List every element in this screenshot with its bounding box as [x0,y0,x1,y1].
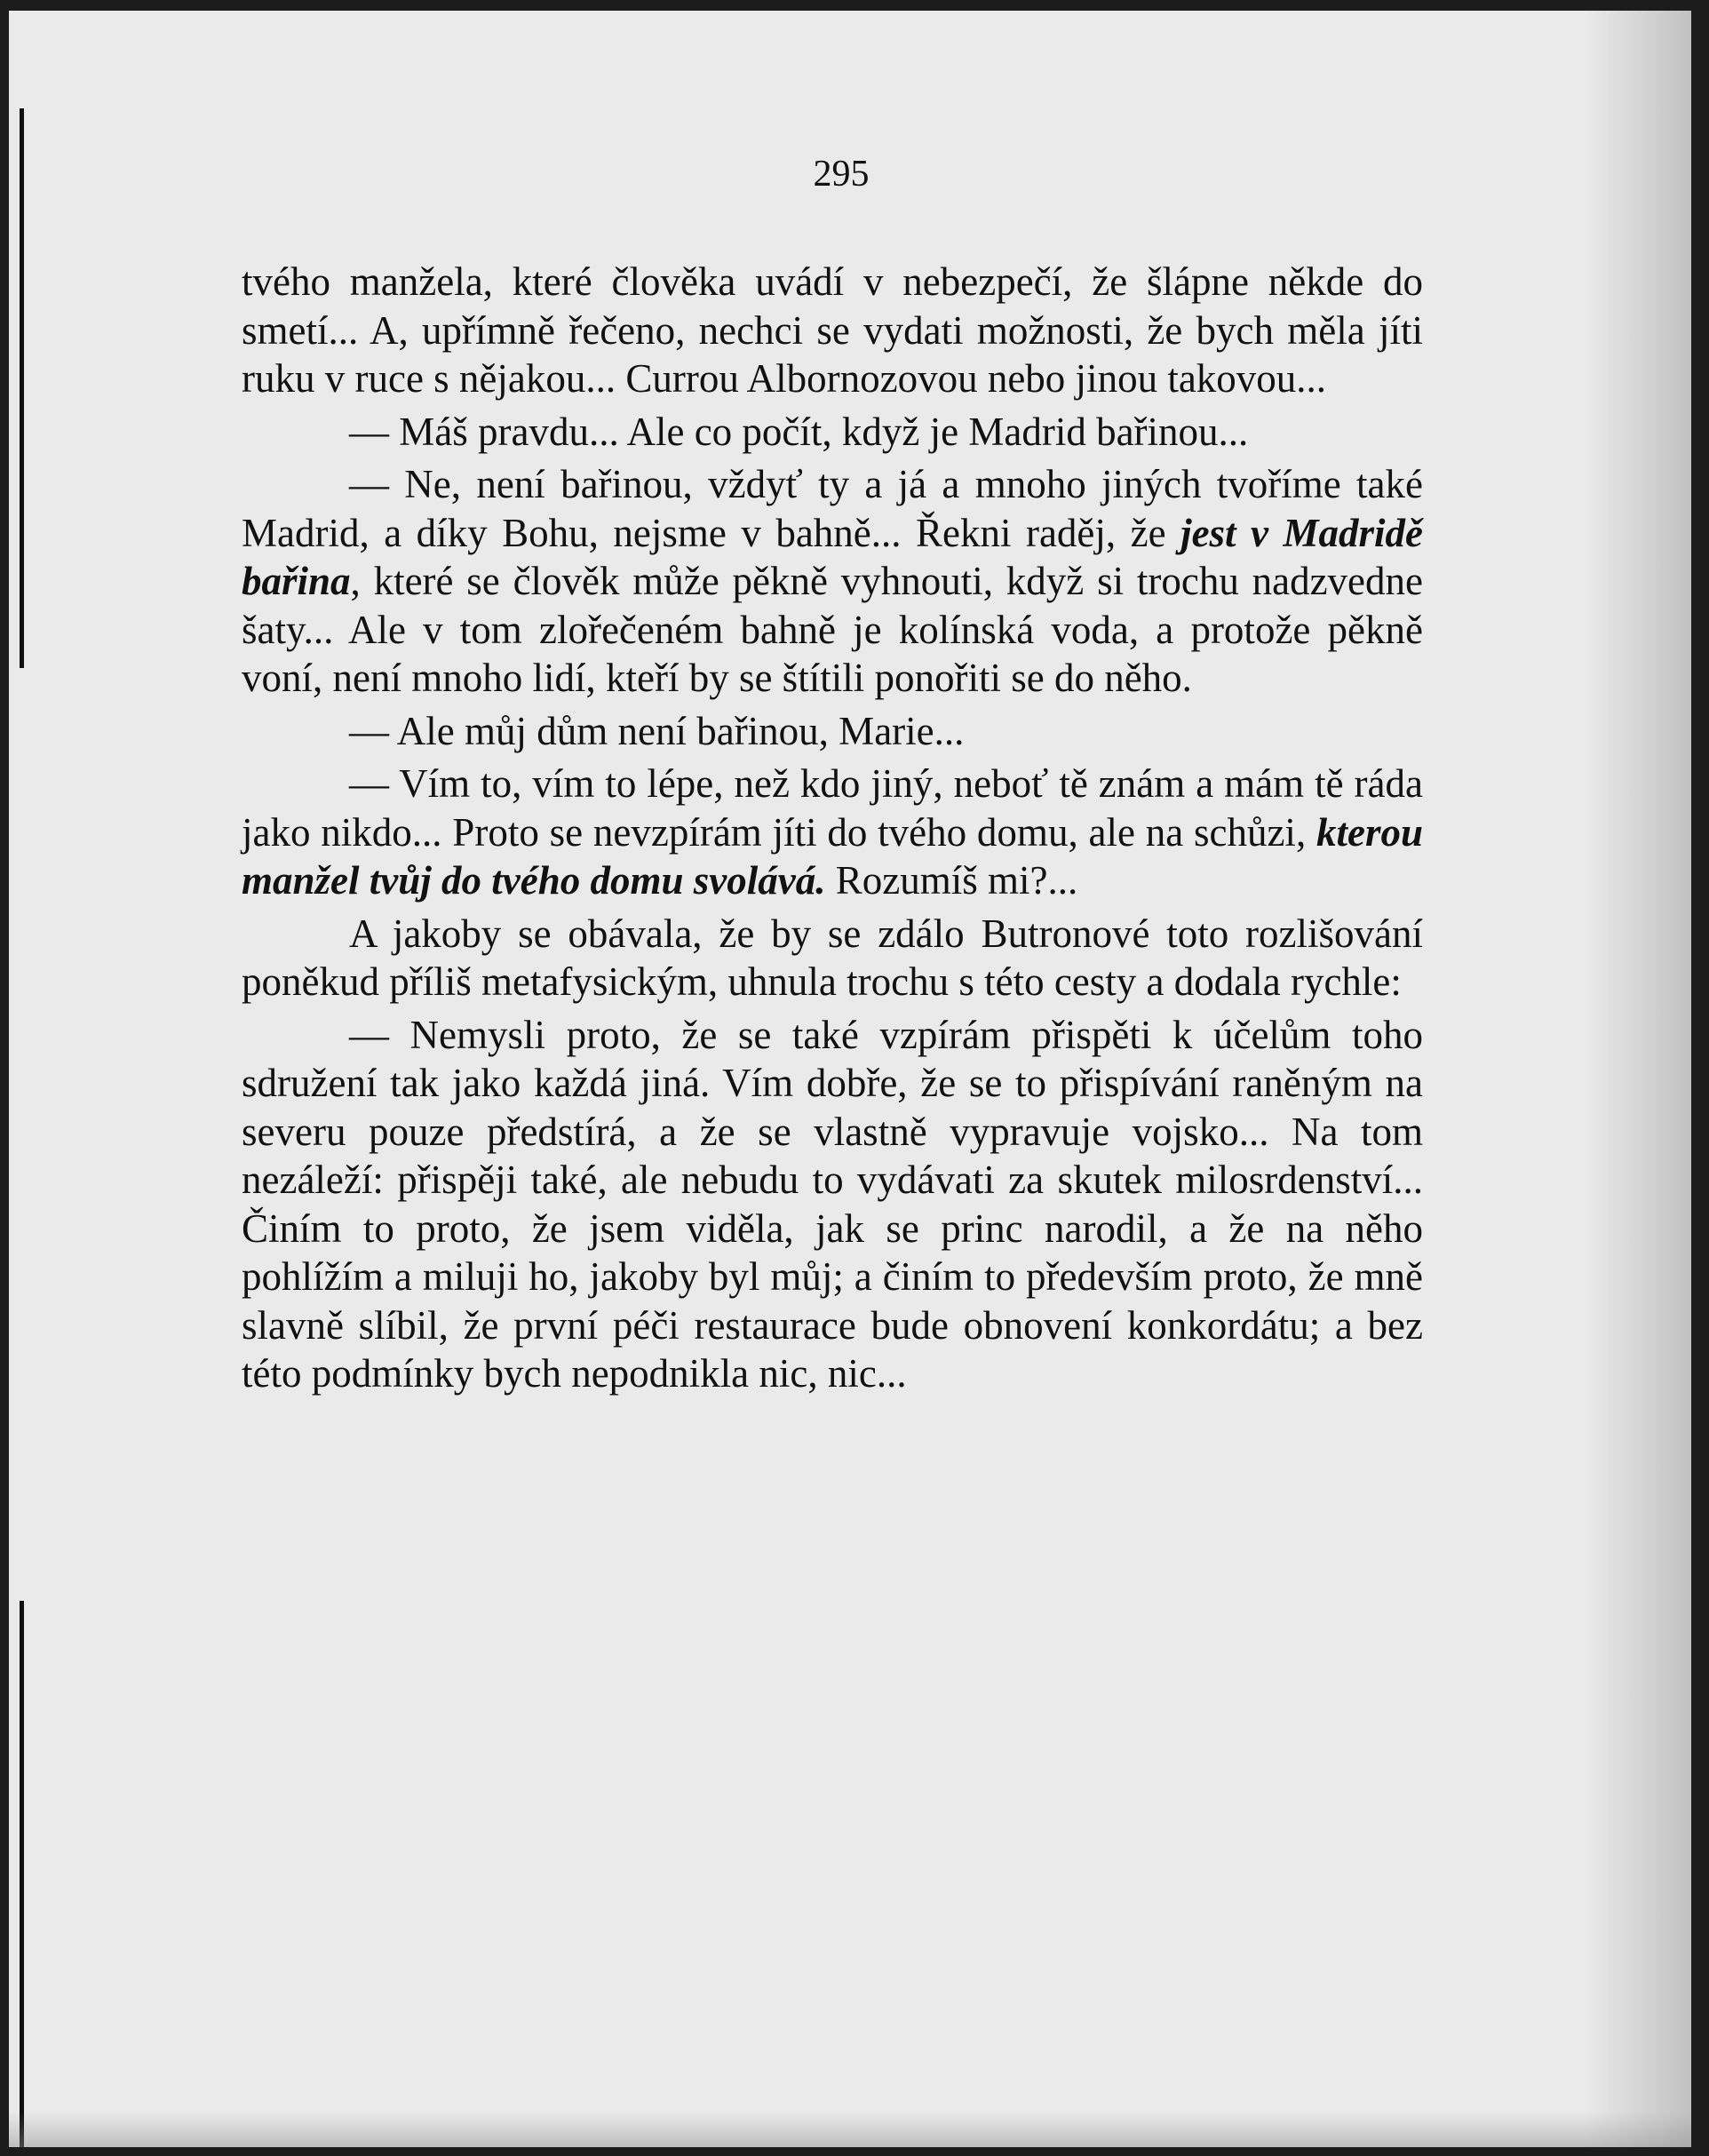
paragraph-text: A jakoby se obávala, že by se zdálo Butronové toto rozlišování poněkud příliš metafysickým, uhnula trochu s této cesty a dodala rychle: [242,911,1423,1004]
emphasized-text: jest v Madridě bařina [242,510,1423,603]
paragraph-2 [242,408,1423,457]
paragraph-text: — Ne, není bařinou, vždyť ty a já a mnoho jiných tvoříme také Madrid, a díky Bohu, nejsme v bahně... Řekni raděj, že [242,462,1423,555]
binding-edge-mark [20,206,24,668]
paragraph-6 [242,910,1423,1006]
paragraph-text: tvého manžela, které člověka uvádí v nebezpečí, že šlápne někde do smetí... A, upřímně řečeno, nechci se vydati možnosti, že bych měla jíti ruku v ruce s nějakou... Currou Albornozovou nebo jinou takovou... [242,259,1423,401]
paragraph-5 [242,760,1423,905]
binding-edge-mark [20,1601,24,2147]
paragraph-text: , které se člověk může pěkně vyhnouti, když si trochu nadzvedne šaty... Ale v tom zlořečeném bahně je kolínská voda, a protože pěkně voní, není mnoho lidí, kteří by se štítili ponořiti se do něho. [242,559,1423,700]
book-page [9,11,1691,2147]
page-bottom-shadow [9,2112,1691,2147]
paragraph-1 [242,258,1423,403]
paragraph-text: Rozumíš mi?... [825,858,1078,903]
page-number: 295 [813,154,870,195]
paragraph-7 [242,1011,1423,1398]
emphasized-text: kterou manžel tvůj do tvého domu svolává. [242,809,1423,903]
paragraph-text: — Vím to, vím to lépe, než kdo jiný, neboť tě znám a mám tě ráda jako nikdo... Proto se nevzpírám jíti do tvého domu, ale na schůzi, [242,761,1423,855]
page-edge-shadow [1585,11,1691,2147]
body-text [242,258,1423,1398]
paragraph-text: — Máš pravdu... Ale co počít, když je Madrid bařinou... [349,409,1249,454]
paragraph-text: — Nemysli proto, že se také vzpírám přispěti k účelům toho sdružení tak jako každá jiná. Vím dobře, že se to přispívání raněným na severu pouze předstírá, a že se vlastně vypravuje vojsko... Na tom nezáleží: přispěji také, ale nebudu to vydávati za skutek milosrdenství... Činím to proto, že jsem viděla, jak se princ narodil, a že na něho pohlížím a miluji ho, jakoby byl můj; a činím to především proto, že mně slavně slíbil, že první péči restaurace bude obnovení konkordátu; a bez této podmínky bych nepodnikla nic, nic... [242,1012,1423,1396]
paragraph-3 [242,460,1423,703]
paragraph-text: — Ale můj dům není bařinou, Marie... [349,708,965,753]
paragraph-4 [242,707,1423,756]
